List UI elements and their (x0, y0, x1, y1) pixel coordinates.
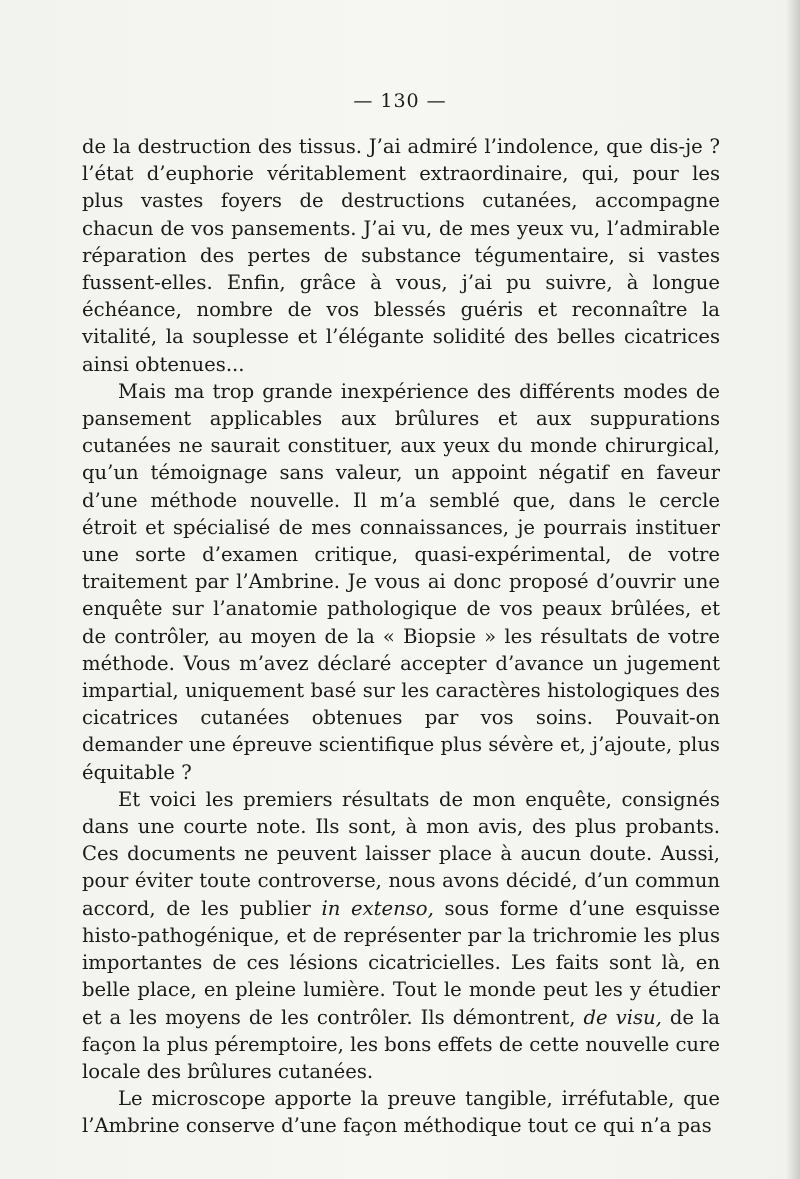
page-number: — 130 — (353, 90, 447, 112)
paragraph-continued: de la destruction des tissus. J’ai admiré l’indolence, que dis-je ? l’état d’euphorie véritablement extraordinaire, qui, pour les plus vastes foyers de destructions cutanées, accompagne chacun de vos pansements. J’ai vu, de mes yeux vu, l’admirable réparation des pertes de substance tégumentaire, si vastes fussent-elles. Enfin, grâce à vous, j’ai pu suivre, à longue échéance, nombre de vos blessés guéris et reconnaître la vitalité, la souplesse et l’élégante solidité des belles cicatrices ainsi obtenues... (82, 135, 720, 376)
paragraph-text: Et voici les premiers résultats de mon enquête, consignés dans une courte note. Ils sont, à mon avis, des plus probants. Ces documents ne peuvent laisser place à aucun doute. Aussi, pour éviter toute controverse, nous avons décidé, d’un commun accord, de les publier (82, 787, 720, 920)
paragraph: Le microscope apporte la preuve tangible, irréfutable, que l’Ambrine conserve d’une façon méthodique tout ce qui n’a pas (82, 1087, 720, 1138)
italic-phrase: in extenso, (321, 896, 434, 920)
paragraph: Mais ma trop grande inexpérience des différents modes de pansement applicables aux brûlures et aux suppurations cutanées ne saurait constituer, aux yeux du monde chirurgical, qu’un témoignage sans valeur, un appoint négatif en faveur d’une méthode nouvelle. Il m’a semblé que, dans le cercle étroit et spécialisé de mes connaissances, je pourrais instituer une sorte d’examen critique, quasi-expérimental, de votre traitement par l’Ambrine. Je vous ai donc proposé d’ouvrir une enquête sur l’anatomie pathologique de vos peaux brûlées, et de contrôler, au moyen de la « Biopsie » les résultats de votre méthode. Vous m’avez déclaré accepter d’avance un jugement impartial, uniquement basé sur les caractères histologiques des cicatrices cutanées obtenues par vos soins. Pouvait-on demander une épreuve scientifique plus sévère et, j’ajoute, plus équitable ? (82, 379, 720, 784)
page-edge-shadow (786, 0, 800, 1179)
paragraph-text: sous forme d’une esquisse histo-pathogénique, et de représenter par la trichromie les plus importantes de ces lésions cicatricielles. Les faits sont là, en belle place, en pleine lumière. Tout le monde peut les y étudier et a les moyens de les contrôler. Ils démontrent, (82, 896, 720, 1029)
paragraph-text: de la façon la plus péremptoire, les bons effets de cette nouvelle cure locale des brûlures cutanées. (82, 1005, 720, 1083)
italic-phrase: de visu, (583, 1005, 662, 1029)
paragraph (82, 786, 720, 1085)
body-text (82, 133, 720, 1140)
